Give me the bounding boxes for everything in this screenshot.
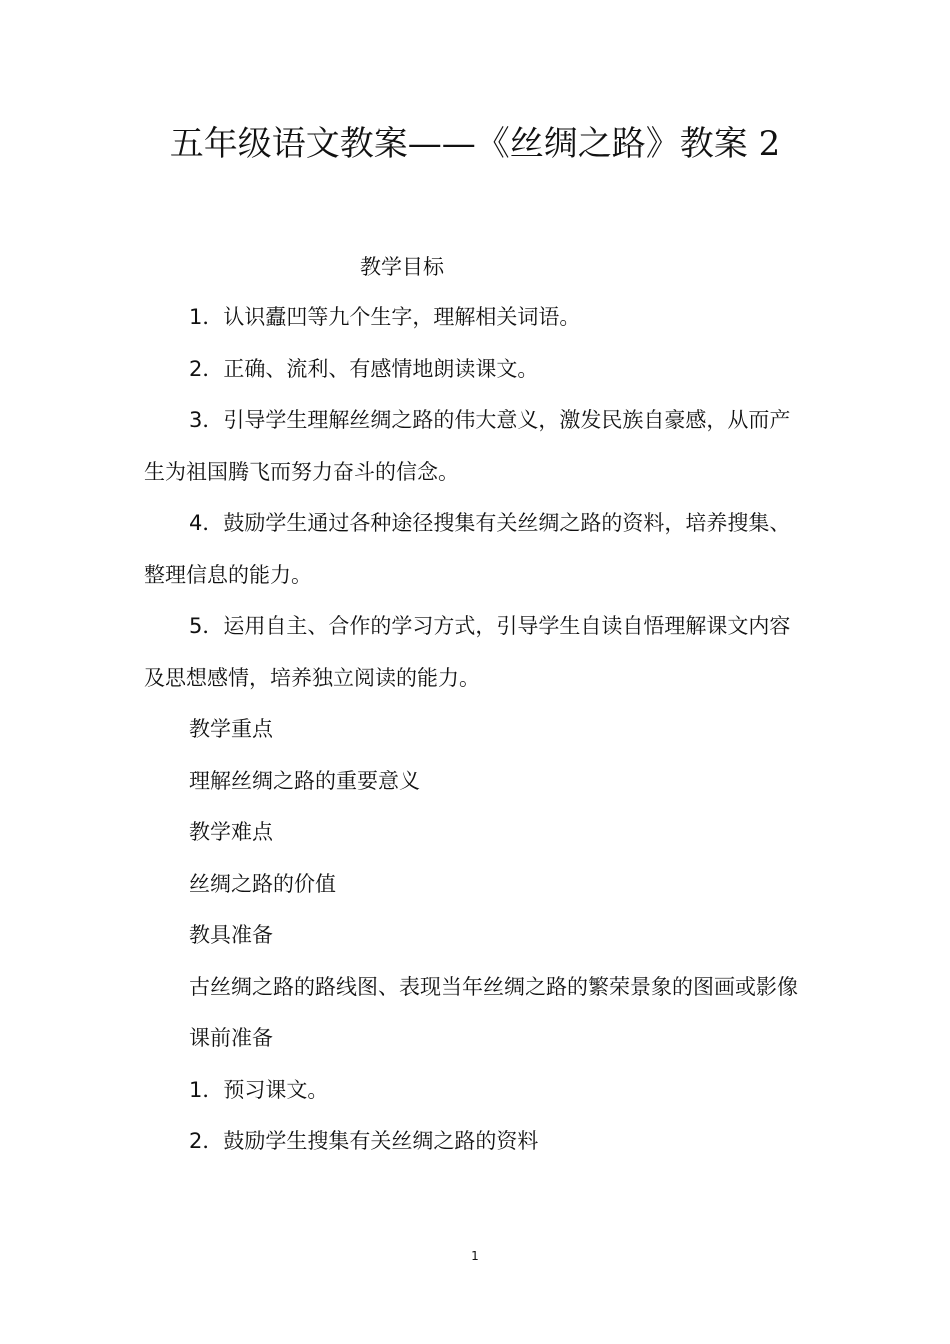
paragraph: 5．运用自主、合作的学习方式，引导学生自读自悟理解课文内容及思想感情，培养独立阅读的能力。 xyxy=(144,614,791,690)
paragraph: 4．鼓励学生通过各种途径搜集有关丝绸之路的资料，培养搜集、整理信息的能力。 xyxy=(144,511,791,587)
document-title: 五年级语文教案——《丝绸之路》教案 2 xyxy=(169,124,781,164)
document-body xyxy=(144,292,806,1168)
page-number: 1 xyxy=(471,1249,479,1263)
subheading-difficulties: 教学难点 xyxy=(189,820,273,844)
paragraph: 古丝绸之路的路线图、表现当年丝绸之路的繁荣景象的图画或影像 xyxy=(189,974,798,999)
subheading-preparation: 课前准备 xyxy=(189,1026,273,1050)
paragraph: 丝绸之路的价值 xyxy=(189,871,336,896)
subheading-key-points: 教学重点 xyxy=(189,717,273,741)
paragraph: 理解丝绸之路的重要意义 xyxy=(189,768,420,793)
section-heading-objectives: 教学目标 xyxy=(360,255,444,279)
paragraph: 2．鼓励学生搜集有关丝绸之路的资料 xyxy=(189,1129,539,1153)
paragraph: 1．认识蠹凹等九个生字，理解相关词语。 xyxy=(189,305,581,329)
subheading-materials: 教具准备 xyxy=(189,923,273,947)
paragraph: 3．引导学生理解丝绸之路的伟大意义，激发民族自豪感，从而产生为祖国腾飞而努力奋斗的信念。 xyxy=(144,408,791,484)
paragraph: 1．预习课文。 xyxy=(189,1077,329,1102)
paragraph: 2．正确、流利、有感情地朗读课文。 xyxy=(189,356,539,381)
